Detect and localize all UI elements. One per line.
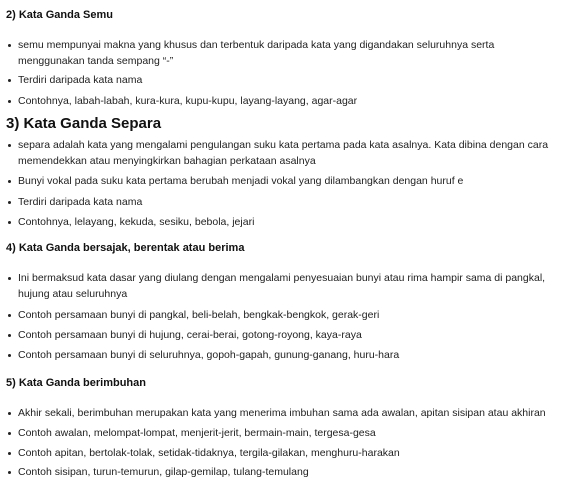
- list-item-text: semu mempunyai makna yang khusus dan terbentuk daripada kata yang digandakan seluruhnya serta menggunakan tanda sempang “-”: [18, 39, 495, 67]
- list-item-text: Contoh persamaan bunyi di pangkal, beli-belah, bengkak-bengkok, gerak-geri: [18, 309, 380, 321]
- list-item: [8, 194, 563, 210]
- list-item-text: separa adalah kata yang mengalami pengulangan suku kata pertama pada kata asalnya. Kata dibina dengan cara memendekkan atau menyingkirkan bahagian perkataan asalnya: [18, 139, 549, 167]
- bullet-dot-icon: [8, 180, 11, 183]
- bullet-dot-icon: [8, 221, 11, 224]
- list-item: [8, 425, 563, 441]
- bullet-dot-icon: [8, 334, 11, 337]
- list-item-text: Terdiri daripada kata nama: [18, 74, 143, 86]
- list-item: [8, 464, 563, 480]
- bullet-dot-icon: [8, 201, 11, 204]
- list-item: [8, 327, 563, 343]
- list-item: [8, 93, 563, 109]
- list-item: [8, 173, 563, 189]
- bullet-dot-icon: [8, 100, 11, 103]
- list-item-text: Contoh persamaan bunyi di seluruhnya, gopoh-gapah, gunung-ganang, huru-hara: [18, 349, 400, 361]
- list-item: [8, 72, 563, 88]
- list-item: [8, 405, 563, 421]
- list-item: [8, 214, 563, 230]
- list-item-text: Contoh sisipan, turun-temurun, gilap-gemilap, tulang-temulang: [18, 466, 309, 478]
- list-item: [8, 307, 563, 323]
- list-item-text: Contohnya, labah-labah, kura-kura, kupu-kupu, layang-layang, agar-agar: [18, 95, 358, 107]
- section-heading-kata-ganda-separa: 3) Kata Ganda Separa: [6, 115, 162, 132]
- list-item-text: Bunyi vokal pada suku kata pertama berubah menjadi vokal yang dilambangkan dengan huruf e: [18, 175, 464, 187]
- bullet-dot-icon: [8, 277, 11, 280]
- section-heading-kata-ganda-semu: 2) Kata Ganda Semu: [6, 9, 113, 21]
- bullet-dot-icon: [8, 354, 11, 357]
- list-item-text: Terdiri daripada kata nama: [18, 196, 143, 208]
- bullet-dot-icon: [8, 44, 11, 47]
- list-item: [8, 347, 563, 363]
- bullet-dot-icon: [8, 452, 11, 455]
- list-item-text: Ini bermaksud kata dasar yang diulang dengan mengalami penyesuaian bunyi atau rima hampir sama di pangkal, hujung atau seluruhnya: [18, 272, 546, 300]
- list-item-text: Akhir sekali, berimbuhan merupakan kata yang menerima imbuhan sama ada awalan, apitan sisipan atau akhiran: [18, 407, 546, 419]
- bullet-dot-icon: [8, 314, 11, 317]
- bullet-dot-icon: [8, 412, 11, 415]
- bullet-dot-icon: [8, 144, 11, 147]
- bullet-dot-icon: [8, 79, 11, 82]
- list-item: [8, 270, 563, 302]
- list-item: [8, 137, 563, 169]
- bullet-dot-icon: [8, 471, 11, 474]
- list-item-text: Contoh awalan, melompat-lompat, menjerit-jerit, bermain-main, tergesa-gesa: [18, 427, 376, 439]
- list-item-text: Contoh persamaan bunyi di hujung, cerai-berai, gotong-royong, kaya-raya: [18, 329, 362, 341]
- section-heading-kata-ganda-berimbuhan: 5) Kata Ganda berimbuhan: [6, 377, 146, 389]
- list-item-text: Contoh apitan, bertolak-tolak, setidak-tidaknya, tergila-gilakan, menghuru-harakan: [18, 447, 400, 459]
- section-heading-kata-ganda-bersajak: 4) Kata Ganda bersajak, berentak atau berima: [6, 242, 245, 254]
- list-item-text: Contohnya, lelayang, kekuda, sesiku, bebola, jejari: [18, 216, 255, 228]
- list-item: [8, 445, 563, 461]
- bullet-dot-icon: [8, 432, 11, 435]
- list-item: [8, 37, 563, 69]
